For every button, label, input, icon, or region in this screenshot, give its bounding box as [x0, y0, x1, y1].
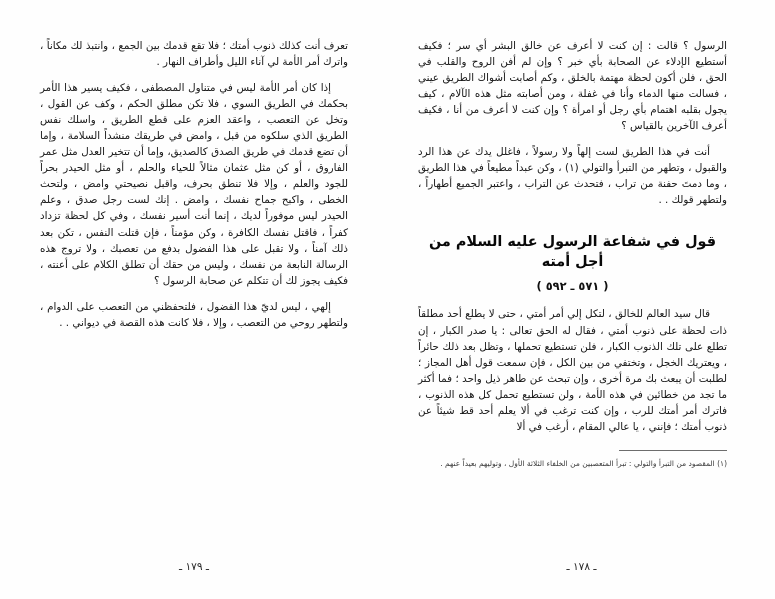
paragraph: تعرف أنت كذلك ذنوب أمتك ؛ فلا تقع قدمك بين الجمع ، وانتبذ لك مكاناً ، واترك أمر الأمة لي آناء الليل وأطراف النهار . — [40, 40, 348, 69]
footnote-text: (١) المقصود من التبرأ والتولي : تبرأ المتعصبين من الخلفاء الثلاثة الأول ، وتوليهم بعيداً عنهم . — [440, 458, 727, 468]
paragraph: الرسول ؟ قالت : إن كنت لا أعرف عن خالق البشر أي سر ؛ فكيف أستطيع الإدلاء عن الصحابة بأي خبر ؟ وإن لم أفن الروح والقلب في الحق ، فلن أكون لحظة مهتمة بالخلق ، وكم أصابت أشواك الطريق عيني ، فسالت منها الدماء وأنا في غفلة ، ومن أصابته مثل هذه الآلام ، كيف يجول بقلبه اهتمام بأي رجل أو امرأة ؟ وإن كنت لا أعرف من أنا ، فكيف أعرف الآخرين بالقياس ؟ — [418, 40, 727, 133]
footnote-block — [418, 450, 727, 470]
page-number-left: ـ ١٧٩ ـ — [178, 561, 210, 573]
page-number-right: ـ ١٧٨ ـ — [566, 561, 597, 573]
page-right-178 — [388, 0, 775, 599]
paragraph: إلهي ، ليس لديّ هذا الفضول ، فلتحفظني من التعصب على الدوام ، ولتطهر روحي من التعصب ، وإلا ، فلا كانت هذه القصة في ديواني . . — [40, 300, 348, 329]
section-heading: قول في شفاعة الرسول عليه السلام من أجل أمته — [428, 234, 716, 271]
section-verse-range: ( ٥٧١ ـ ٥٩٢ ) — [536, 279, 609, 294]
right-page-text-block — [418, 38, 727, 208]
paragraph: إذا كان أمر الأمة ليس في متناول المصطفى ، فكيف يسير هذا الأمر بحكمك في الطريق السوي ، فلا تكن مطلق الحكم ، وكف عن القول ، وتخل عن التعصب ، واعقد العزم على قطع الطريق ، واسلك نفس الطريق الذي سلكوه من قبل ، وامض في طريقك منشداً السلامة ، وإما أن تضع قدمك في طريق الصدق كالصديق، وإما أن تتخير العدل مثل عمر الفاروق ، أو كن مثل عثمان مثالاً للحياء والحلم ، أو مثل الحيدر بحراً للجود والعلم ، وإلا فلا تنطق بحرف، واقبل نصيحتي وامض ، ولتحث الخطى ، واكبح جماح نفسك ، وامض . إنك لست رجل صدق ، وعلم الحيدر ليس موفوراً لديك ، إنما أنت أسير نفسك ، وفي كل لحظة تزداد كفراً ، فاقتل نفسك الكافرة ، وكن مؤمناً ، فإن قتلت النفس ، تكن بعد ذلك آمناً ، ولا تقبل على هذا الفضول بدفع من تعصبك ، ولا تروج هذه الرسالة النابعة من نفسك ، وليس من حقك أن تطلق الكلام على أعنته ، فكيف يجوز لك أن تتكلم عن صحابة الرسول ؟ — [40, 82, 348, 287]
paragraph: أنت في هذا الطريق لست إلهاً ولا رسولاً ، فاغلل يدك عن هذا الرد والقبول ، وتطهر من التبرأ والتولي (١) ، وكن عبداً مطيعاً في هذا الطريق ، وما دمتَ حفنة من تراب ، فتحدث عن التراب ، واعتبر الجميع أطهاراً ، ولتطهر قولك . . — [418, 146, 727, 207]
footnote-separator — [619, 450, 727, 451]
paragraph: قال سيد العالم للخالق ، لتكل إلي أمر أمتي ، حتى لا يطلع أحد مطلقاً ذات لحظة على ذنوب أمتي ، فقال له الحق تعالى : يا صدر الكبار ، إن تطلع على تلك الذنوب الكبار ، فلن تستطيع تحملها ، وتظل بعد ذلك حائراً ، ويعتريك الخجل ، وتختفي من بين الكل ، فإن سمعت قول أهل المجاز ؛ لطلبت أن يبعث بك مرة أخرى ، وإن تبحث عن طاهر ذيل واحد ؛ فما أكثر ما تجد من خطائين في هذه الأمة ، ولن تستطيع تحمل كل هذه الذنوب ، فاترك أمر أمتك للرب ، وإن كنت ترغب في ألا يعلم أحد قط شيئاً عن ذنوب أمتك ؛ فإنني ، يا عالي المقام ، أرغب في ألا — [418, 308, 727, 433]
right-page-section-body — [418, 306, 727, 434]
left-page-text-block — [40, 38, 348, 331]
